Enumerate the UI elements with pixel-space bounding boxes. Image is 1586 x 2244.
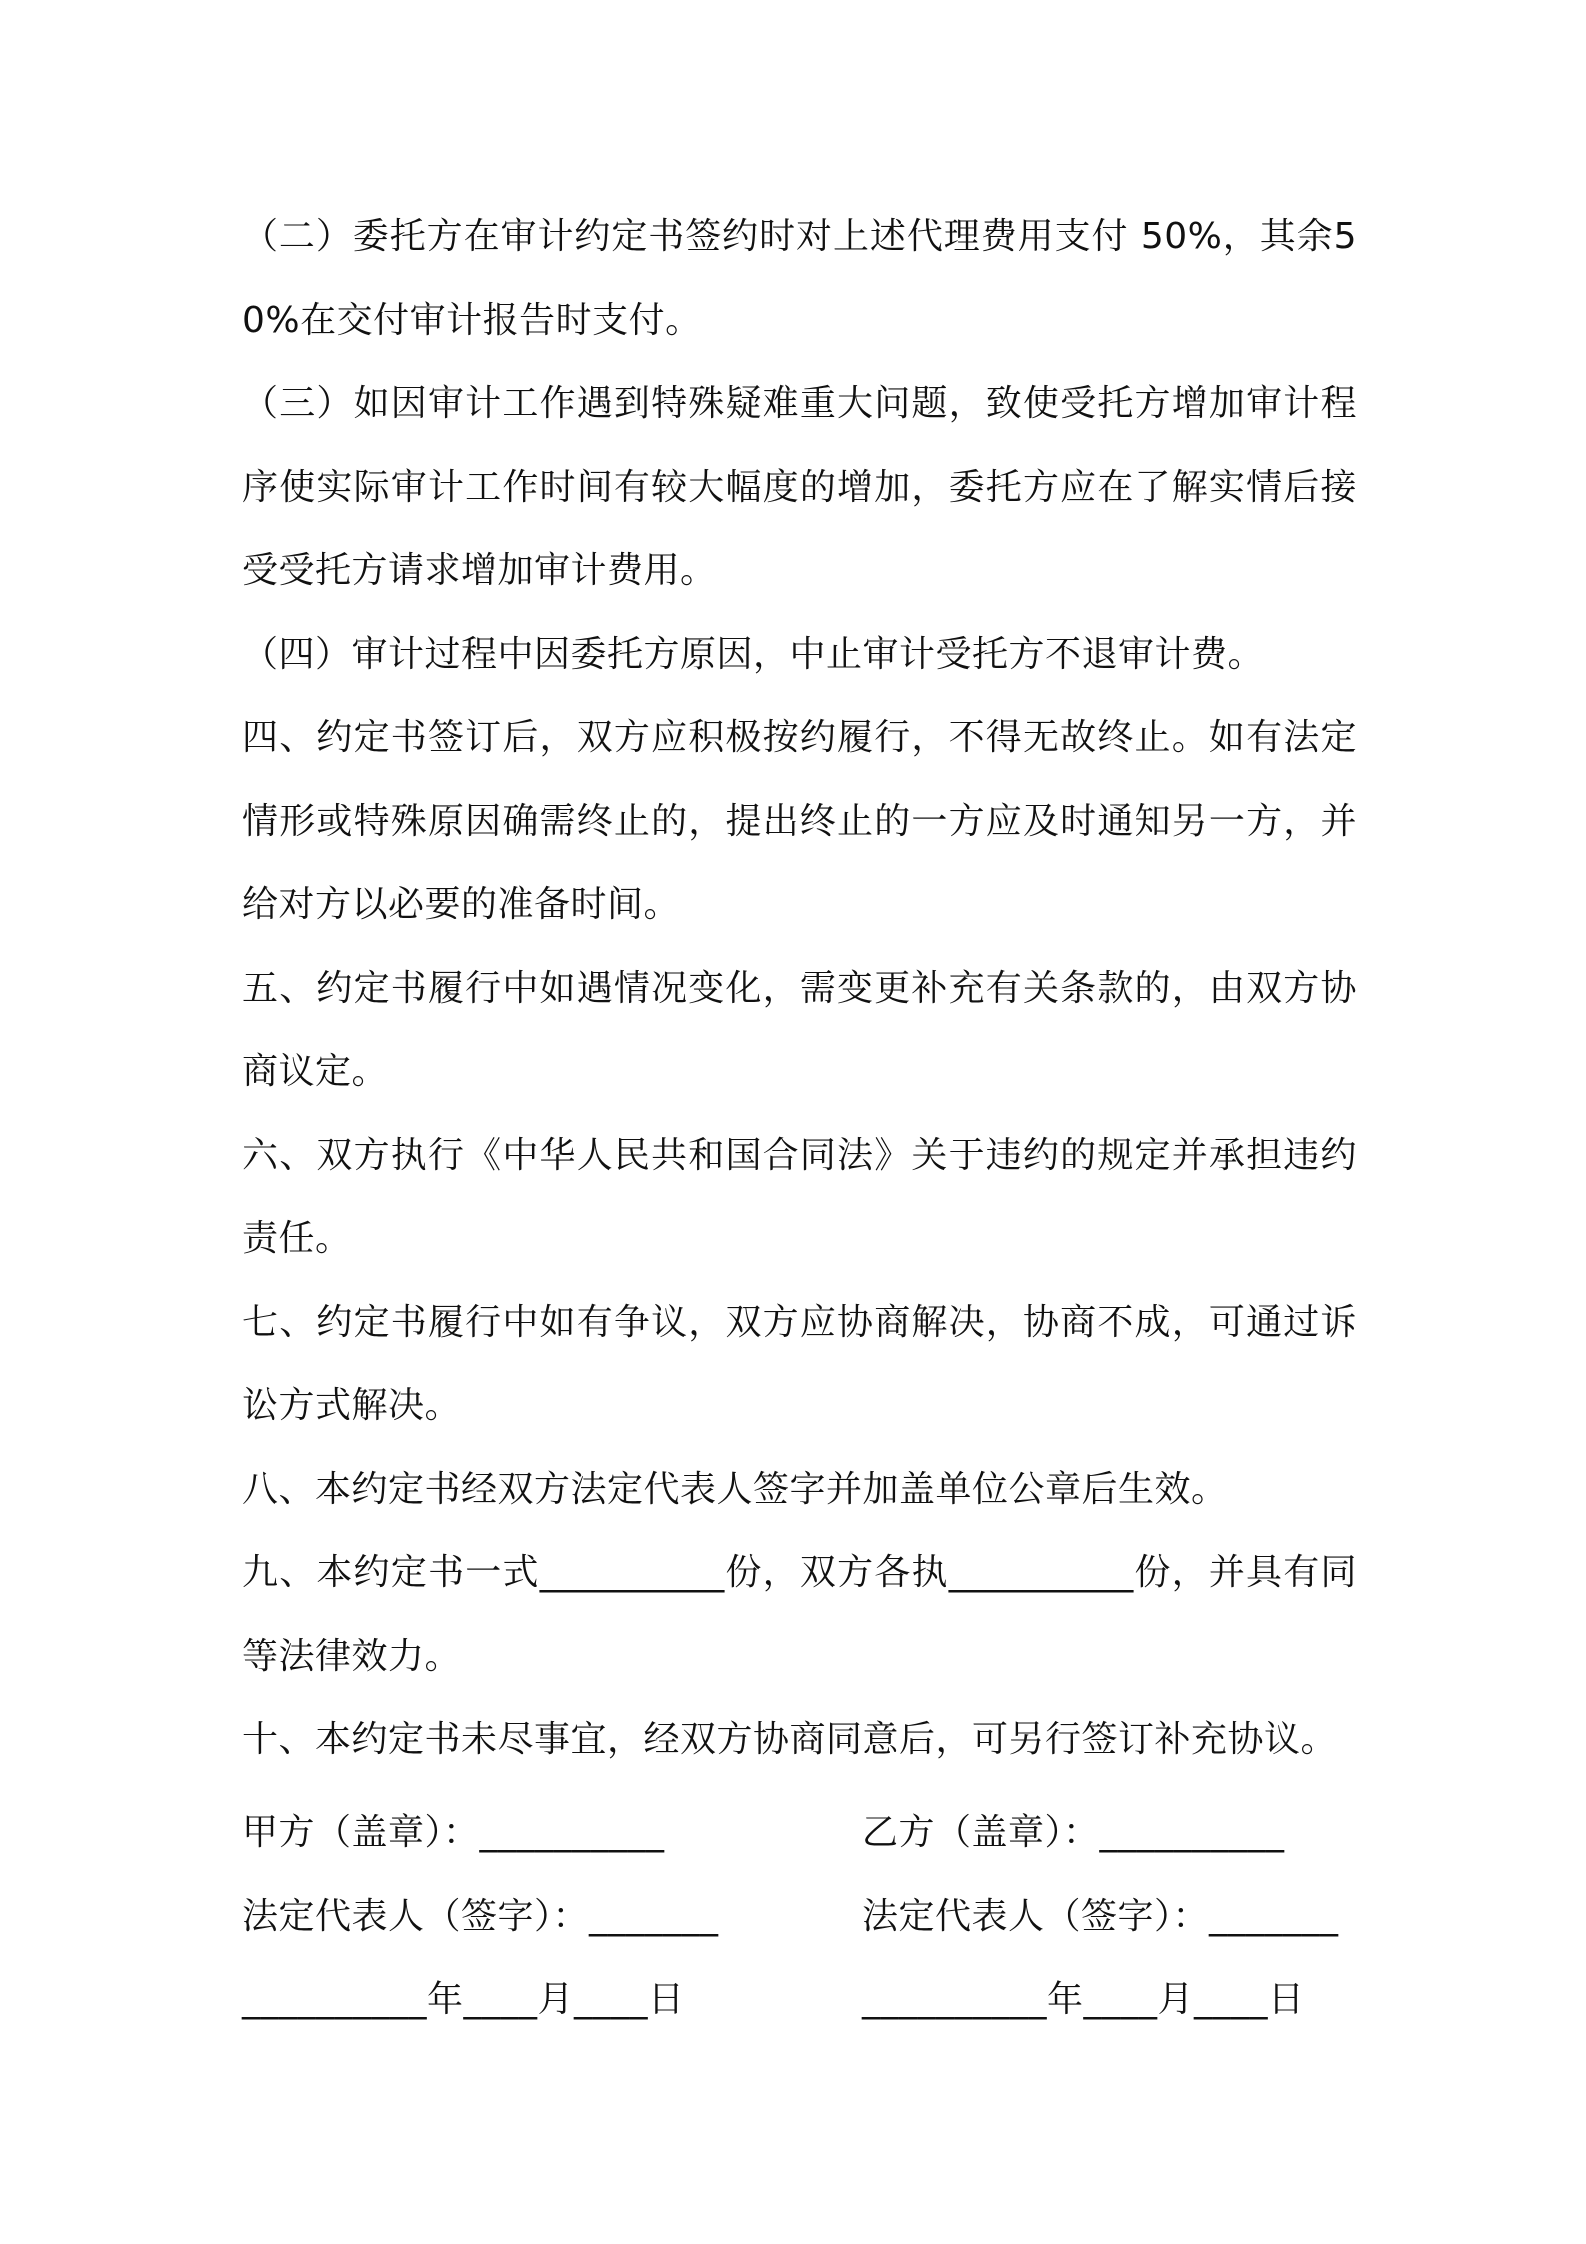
party-b-seal: 乙方（盖章）：__________	[862, 1812, 1285, 1854]
article-8-effect: 八、本约定书经双方法定代表人签字并加盖单位公章后生效。	[242, 1468, 1228, 1510]
seal-row	[242, 1788, 1357, 1872]
party-a-representative: 法定代表人（签字）：_______	[242, 1895, 719, 1937]
party-a-seal: 甲方（盖章）：__________	[242, 1812, 665, 1854]
article-4-termination: 四、约定书签订后，双方应积极按约履行，不得无故终止。如有法定情形或特殊原因确需终止的，提出终止的一方应及时通知另一方，并给对方以必要的准备时间。	[242, 717, 1357, 925]
contract-body	[242, 195, 1357, 1782]
clause-3-extra-fee: （三）如因审计工作遇到特殊疑难重大问题，致使受托方增加审计程序使实际审计工作时间有较大幅度的增加，委托方应在了解实情后接受受托方请求增加审计费用。	[242, 383, 1357, 591]
signature-block	[242, 1788, 1357, 2039]
party-b-date: __________年____月____日	[862, 1979, 1305, 2021]
article-7-dispute: 七、约定书履行中如有争议，双方应协商解决，协商不成，可通过诉讼方式解决。	[242, 1301, 1357, 1426]
date-row	[242, 1955, 1357, 2039]
article-9-copies: 九、本约定书一式__________份，双方各执__________份，并具有同等法律效力。	[242, 1552, 1357, 1677]
article-5-amendment: 五、约定书履行中如遇情况变化，需变更补充有关条款的，由双方协商议定。	[242, 967, 1357, 1092]
article-10-supplement: 十、本约定书未尽事宜，经双方协商同意后，可另行签订补充协议。	[242, 1719, 1338, 1760]
representative-row	[242, 1872, 1357, 1956]
clause-2-payment: （二）委托方在审计约定书签约时对上述代理费用支付 50%，其余50%在交付审计报告时支付。	[242, 216, 1357, 341]
article-6-breach: 六、双方执行《中华人民共和国合同法》关于违约的规定并承担违约责任。	[242, 1134, 1357, 1259]
party-b-representative: 法定代表人（签字）：_______	[862, 1895, 1339, 1937]
party-a-date: __________年____月____日	[242, 1979, 685, 2021]
clause-4-no-refund: （四）审计过程中因委托方原因，中止审计受托方不退审计费。	[242, 633, 1265, 675]
